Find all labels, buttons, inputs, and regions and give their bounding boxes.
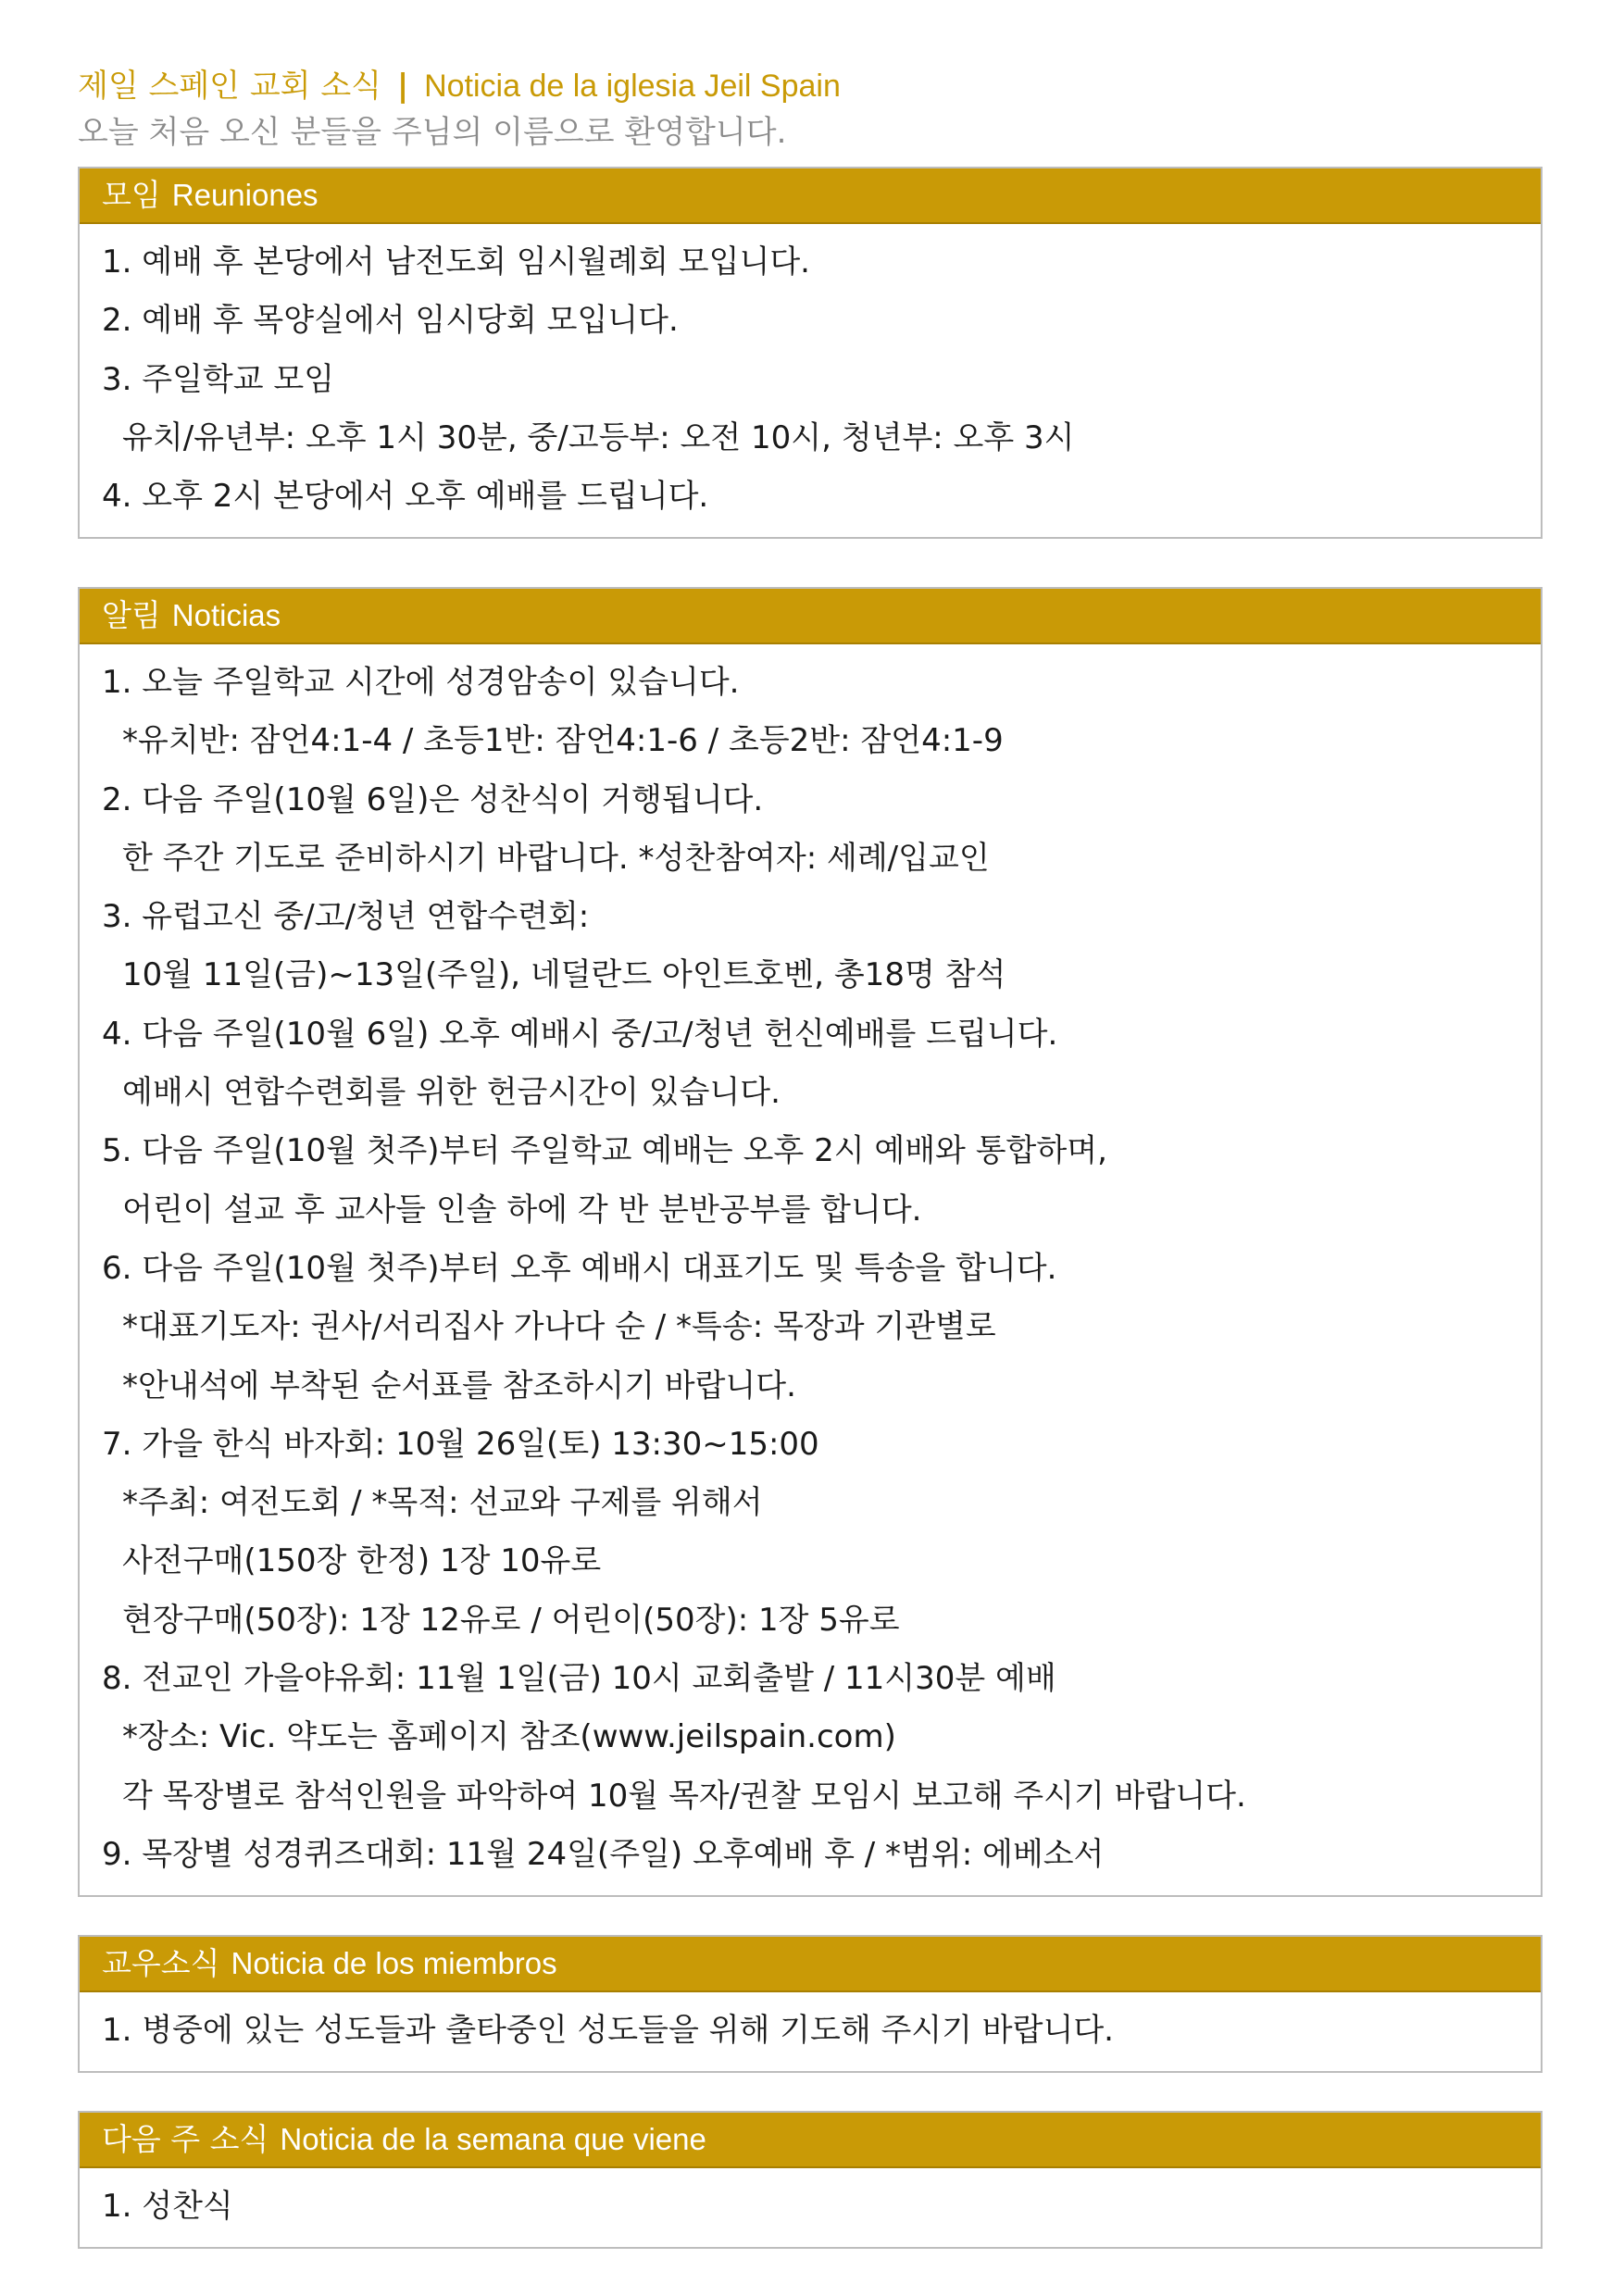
section-title-ko: 교우소식	[102, 1945, 220, 1981]
section-semana-que-viene	[78, 2111, 1543, 2249]
list-item: 9. 목장별 성경퀴즈대회: 11월 24일(주일) 오후예배 후 / *범위: 에베소서	[102, 1835, 1105, 1873]
section-header	[80, 589, 1541, 644]
list-item: 1. 병중에 있는 성도들과 출타중인 성도들을 위해 기도해 주시기 바랍니다.	[102, 2012, 1114, 2049]
list-item: 4. 다음 주일(10월 6일) 오후 예배시 중/고/청년 헌신예배를 드립니다.	[102, 1015, 1058, 1053]
list-item-detail: 한 주간 기도로 준비하시기 바랍니다. *성찬참여자: 세례/입교인	[122, 839, 990, 877]
list-item: 3. 주일학교 모임	[102, 360, 335, 398]
section-body	[80, 1992, 1541, 2071]
title-spanish: Noticia de la iglesia Jeil Spain	[424, 69, 841, 104]
section-header	[80, 2113, 1541, 2168]
section-title-ko: 다음 주 소식	[102, 2121, 269, 2157]
bulletin-header	[78, 63, 1550, 156]
list-item: 2. 다음 주일(10월 6일)은 성찬식이 거행됩니다.	[102, 780, 764, 818]
list-item: 8. 전교인 가을야유회: 11월 1일(금) 10시 교회출발 / 11시30분 예배	[102, 1660, 1056, 1698]
list-item: 4. 오후 2시 본당에서 오후 예배를 드립니다.	[102, 478, 709, 516]
section-title-es: Noticias	[171, 598, 281, 632]
section-body	[80, 644, 1541, 1895]
list-item-detail: 예배시 연합수련회를 위한 헌금시간이 있습니다.	[122, 1074, 781, 1112]
list-item-detail: *주최: 여전도회 / *목적: 선교와 구제를 위해서	[122, 1484, 763, 1522]
section-body	[80, 224, 1541, 537]
list-item-detail: 유치/유년부: 오후 1시 30분, 중/고등부: 오전 10시, 청년부: 오후 3시	[122, 418, 1075, 456]
section-reuniones	[78, 167, 1543, 539]
section-body	[80, 2168, 1541, 2247]
list-item-detail: 사전구매(150장 한정) 1장 10유로	[122, 1542, 602, 1580]
list-item: 3. 유럽고신 중/고/청년 연합수련회:	[102, 898, 590, 936]
list-item: 1. 예배 후 본당에서 남전도회 임시월례회 모입니다.	[102, 243, 810, 281]
list-item: 1. 성찬식	[102, 2188, 233, 2225]
list-item-detail: *대표기도자: 권사/서리집사 가나다 순 / *특송: 목장과 기관별로	[122, 1308, 996, 1346]
section-header	[80, 1937, 1541, 1992]
list-item: 2. 예배 후 목양실에서 임시당회 모입니다.	[102, 302, 679, 340]
title-separator: |	[396, 68, 409, 105]
list-item: 1. 오늘 주일학교 시간에 성경암송이 있습니다.	[102, 664, 740, 701]
section-title-ko: 알림	[102, 597, 161, 633]
section-noticias	[78, 587, 1543, 1897]
list-item-detail: 각 목장별로 참석인원을 파악하여 10월 목자/권찰 모임시 보고해 주시기 바랍니다.	[122, 1777, 1246, 1815]
bulletin-title	[78, 63, 1550, 109]
section-title-es: Reuniones	[171, 178, 319, 212]
list-item-detail: *안내석에 부착된 순서표를 참조하시기 바랍니다.	[122, 1366, 796, 1404]
section-header	[80, 168, 1541, 224]
section-title-ko: 모임	[102, 177, 161, 213]
list-item: 5. 다음 주일(10월 첫주)부터 주일학교 예배는 오후 2시 예배와 통합하며,	[102, 1132, 1107, 1170]
list-item: 7. 가을 한식 바자회: 10월 26일(토) 13:30~15:00	[102, 1425, 819, 1463]
section-title-es: Noticia de la semana que viene	[280, 2122, 706, 2156]
list-item: 6. 다음 주일(10월 첫주)부터 오후 예배시 대표기도 및 특송을 합니다.	[102, 1249, 1057, 1287]
title-korean: 제일 스페인 교회 소식	[78, 68, 382, 105]
list-item-detail: 10월 11일(금)~13일(주일), 네덜란드 아인트호벤, 총18명 참석	[122, 956, 1006, 994]
section-miembros	[78, 1935, 1543, 2073]
list-item-detail: 어린이 설교 후 교사들 인솔 하에 각 반 분반공부를 합니다.	[122, 1191, 922, 1229]
list-item-detail: *장소: Vic. 약도는 홈페이지 참조(www.jeilspain.com)	[122, 1718, 896, 1756]
list-item-detail: *유치반: 잠언4:1-4 / 초등1반: 잠언4:1-6 / 초등2반: 잠언4:1-9	[122, 722, 1004, 760]
welcome-message: 오늘 처음 오신 분들을 주님의 이름으로 환영합니다.	[78, 114, 787, 151]
list-item-detail: 현장구매(50장): 1장 12유로 / 어린이(50장): 1장 5유로	[122, 1601, 900, 1639]
section-title-es: Noticia de los miembros	[231, 1946, 557, 1980]
